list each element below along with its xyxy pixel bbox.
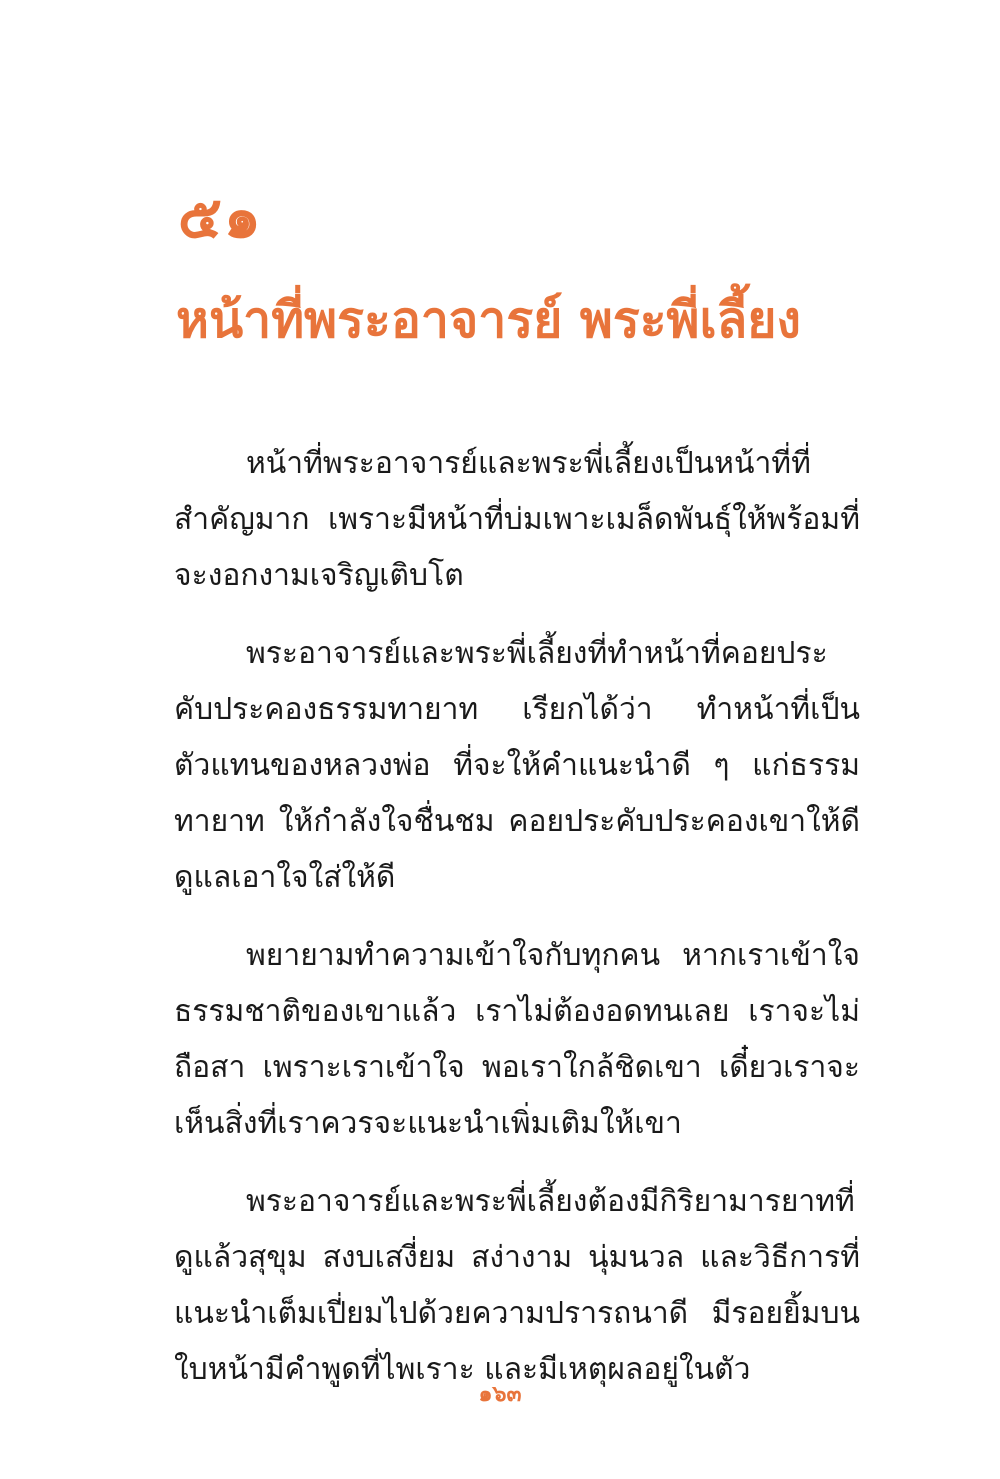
paragraph-4: พระอาจารย์และพระพี่เลี้ยงต้องมีกิริยามารยาทที่ดูแล้วสุขุม สงบเสงี่ยม สง่างาม นุ่มนวล และวิธีการที่แนะนำเต็มเปี่ยมไปด้วยความปรารถนาดี มีรอยยิ้มบนใบหน้ามีคำพูดที่ไพเราะ และมีเหตุผลอยู่ในตัว bbox=[174, 1184, 860, 1387]
paragraph-1: หน้าที่พระอาจารย์และพระพี่เลี้ยงเป็นหน้าที่ที่สำคัญมาก เพราะมีหน้าที่บ่มเพาะเมล็ดพันธุ์ให้พร้อมที่จะงอกงามเจริญเติบโต bbox=[174, 446, 860, 593]
page-number: ๑๖๓ bbox=[478, 1381, 522, 1407]
paragraph-2: พระอาจารย์และพระพี่เลี้ยงที่ทำหน้าที่คอยประคับประคองธรรมทายาท เรียกได้ว่า ทำหน้าที่เป็นตัวแทนของหลวงพ่อ ที่จะให้คำแนะนำดี ๆ แก่ธรรมทายาท ให้กำลังใจชื่นชม คอยประคับประคองเขาให้ดี ดูแลเอาใจใส่ให้ดี bbox=[174, 636, 860, 895]
chapter-title: หน้าที่พระอาจารย์ พระพี่เลี้ยง bbox=[176, 290, 801, 349]
chapter-number: ๕๑ bbox=[178, 183, 263, 251]
paragraph-3: พยายามทำความเข้าใจกับทุกคน หากเราเข้าใจธรรมชาติของเขาแล้ว เราไม่ต้องอดทนเลย เราจะไม่ถือสา เพราะเราเข้าใจ พอเราใกล้ชิดเขา เดี๋ยวเราจะเห็นสิ่งที่เราควรจะแนะนำเพิ่มเติมให้เขา bbox=[174, 938, 860, 1141]
body-text bbox=[174, 436, 860, 1420]
